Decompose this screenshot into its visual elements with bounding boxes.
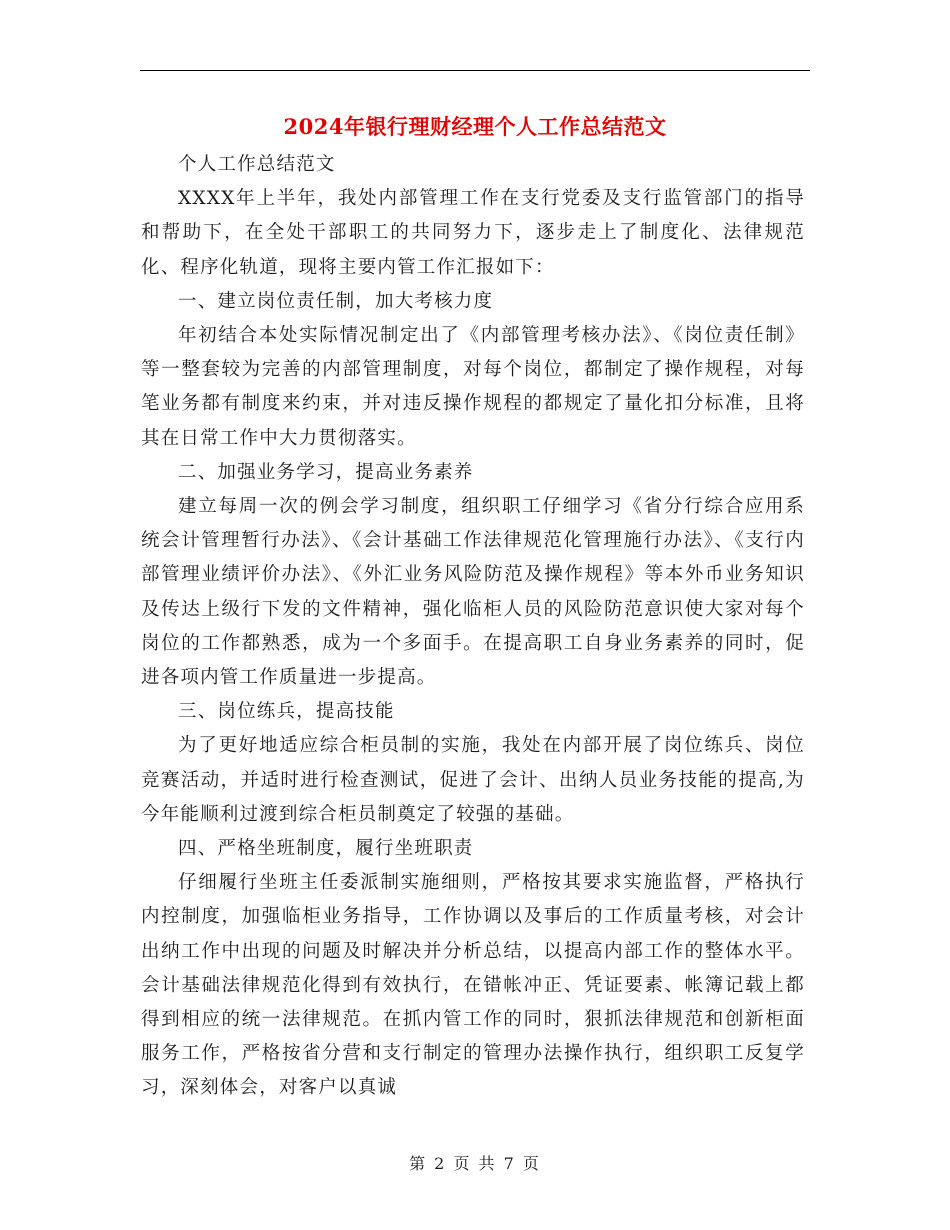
section-heading-3: 三、岗位练兵，提高技能 [178,701,395,723]
section-heading-1: 一、建立岗位责任制，加大考核力度 [178,290,494,312]
page-number: 第 2 页 共 7 页 [409,1154,541,1173]
intro-paragraph: XXXX年上半年，我处内部管理工作在支行党委及支行监管部门的指导和帮助下，在全处干部职工的共同努力下，逐步走上了制度化、法律规范化、程序化轨道，现将主要内管工作汇报如下： [141,188,805,278]
document-body [141,148,805,1106]
document-title: 2024年银行理财经理个人工作总结范文 [283,114,667,139]
section-heading-2: 二、加强业务学习，提高业务素养 [178,461,474,483]
section-paragraph-2: 建立每周一次的例会学习制度，组织职工仔细学习《省分行综合应用系统会计管理暂行办法》、《会计基础工作法律规范化管理施行办法》、《支行内部管理业绩评价办法》、《外汇业务风险防范及操作规程》等本外币业务知识及传达上级行下发的文件精神，强化临柜人员的风险防范意识使大家对每个岗位的工作都熟悉，成为一个多面手。在提高职工自身业务素养的同时，促进各项内管工作质量进一步提高。 [141,496,805,689]
section-paragraph-3: 为了更好地适应综合柜员制的实施，我处在内部开展了岗位练兵、岗位竞赛活动，并适时进行检查测试，促进了会计、出纳人员业务技能的提高,为今年能顺利过渡到综合柜员制奠定了较强的基础。 [141,735,805,825]
section-paragraph-1: 年初结合本处实际情况制定出了《内部管理考核办法》、《岗位责任制》等一整套较为完善的内部管理制度，对每个岗位，都制定了操作规程，对每笔业务都有制度来约束，并对违反操作规程的都规定了量化扣分标准，且将其在日常工作中大力贯彻落实。 [141,325,805,449]
header-rule [140,70,810,71]
section-paragraph-4: 仔细履行坐班主任委派制实施细则，严格按其要求实施监督，严格执行内控制度，加强临柜业务指导，工作协调以及事后的工作质量考核，对会计出纳工作中出现的问题及时解决并分析总结，以提高内部工作的整体水平。会计基础法律规范化得到有效执行，在错帐冲正、凭证要素、帐簿记载上都得到相应的统一法律规范。在抓内管工作的同时，狠抓法律规范和创新柜面服务工作，严格按省分营和支行制定的管理办法操作执行，组织职工反复学习，深刻体会，对客户以真诚 [141,872,805,1099]
subtitle-paragraph: 个人工作总结范文 [178,154,336,175]
section-heading-4: 四、严格坐班制度，履行坐班职责 [178,838,474,860]
